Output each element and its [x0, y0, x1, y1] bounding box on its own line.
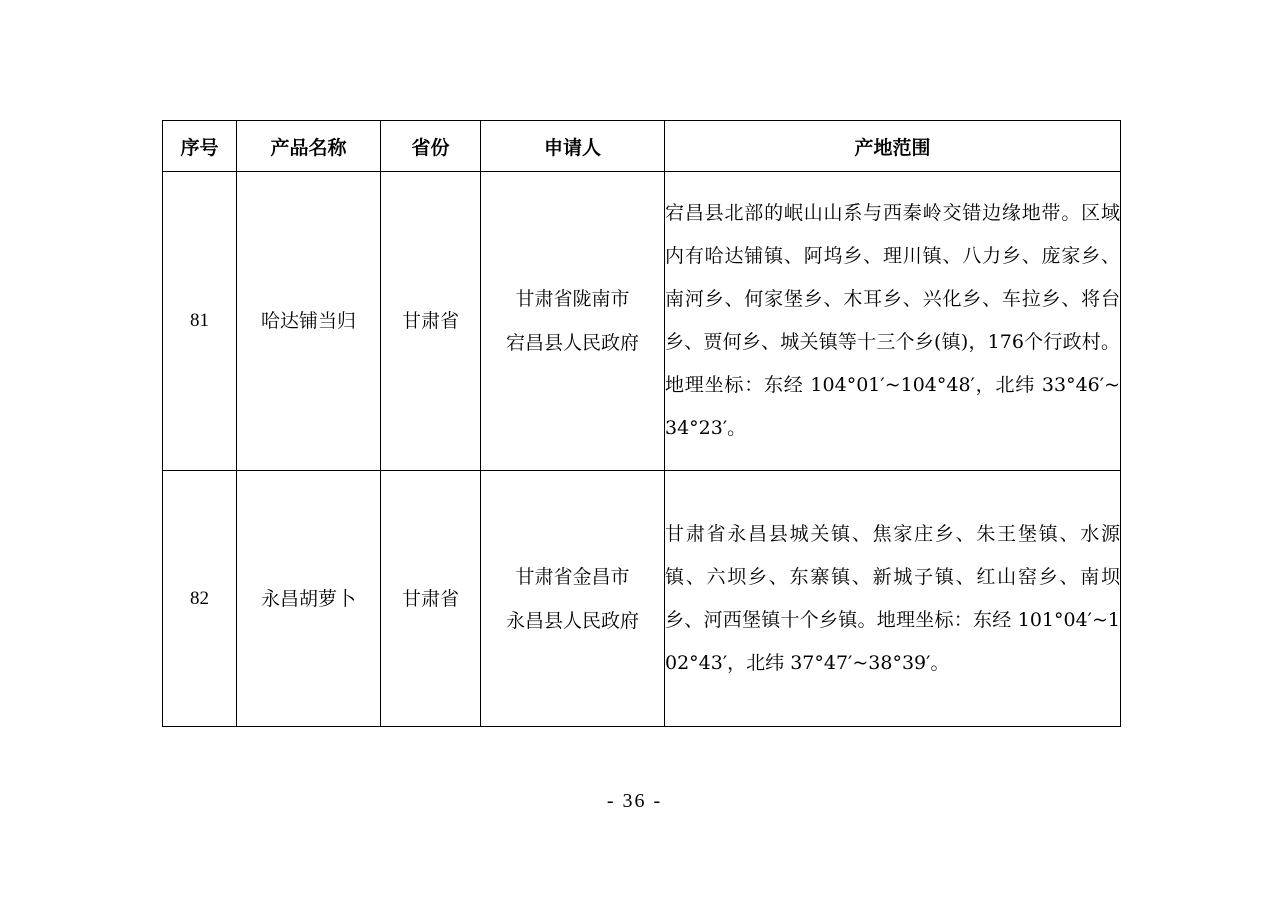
- applicant-line-2: 永昌县人民政府: [505, 609, 639, 632]
- table-row: [163, 172, 1121, 471]
- page-number: - 36 -: [606, 790, 663, 812]
- cell-product-name: 哈达铺当归: [237, 172, 381, 471]
- cell-product-name: 永昌胡萝卜: [237, 471, 381, 727]
- cell-seq: 81: [163, 172, 237, 471]
- cell-province: 甘肃省: [381, 172, 481, 471]
- cell-applicant: [481, 471, 665, 727]
- product-table: [162, 120, 1121, 727]
- header-seq: 序号: [163, 121, 237, 172]
- table-row: [163, 471, 1121, 727]
- cell-province: 甘肃省: [381, 471, 481, 727]
- header-scope: 产地范围: [665, 121, 1121, 172]
- table-header-row: [163, 121, 1121, 172]
- header-product-name: 产品名称: [237, 121, 381, 172]
- header-province: 省份: [381, 121, 481, 172]
- cell-seq: 82: [163, 471, 237, 727]
- header-applicant: 申请人: [481, 121, 665, 172]
- applicant-line-1: 甘肃省陇南市: [515, 288, 630, 310]
- cell-scope: [665, 172, 1121, 471]
- applicant-line-1: 甘肃省金昌市: [515, 565, 630, 588]
- scope-text: 甘肃省永昌县城关镇、焦家庄乡、朱王堡镇、水源镇、六坝乡、东寨镇、新城子镇、红山窑乡、南坝乡、河西堡镇十个乡镇。地理坐标：东经 101°04′~102°43′，北纬 37°47′~38°39′。: [665, 522, 1120, 674]
- applicant-line-2: 宕昌县人民政府: [505, 332, 639, 354]
- scope-text: 宕昌县北部的岷山山系与西秦岭交错边缘地带。区域内有哈达铺镇、阿坞乡、理川镇、八力乡、庞家乡、南河乡、何家堡乡、木耳乡、兴化乡、车拉乡、将台乡、贾何乡、城关镇等十三个乡(镇)，176个行政村。地理坐标：东经 104°01′~104°48′，北纬 33°46′~34°23′。: [665, 202, 1120, 439]
- cell-applicant: [481, 172, 665, 471]
- cell-scope: [665, 471, 1121, 727]
